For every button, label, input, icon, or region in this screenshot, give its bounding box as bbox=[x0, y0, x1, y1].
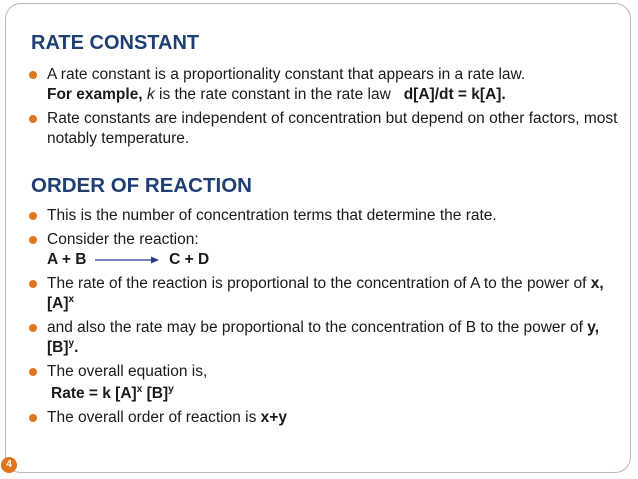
rate-eq-lhs: Rate = k [A] bbox=[51, 385, 137, 402]
reaction-arrow-icon bbox=[95, 254, 159, 266]
rate-eq-exp-y: y bbox=[168, 384, 174, 395]
bullet-icon bbox=[29, 280, 37, 288]
concentration-b-term bbox=[47, 339, 78, 356]
bullet-text: The overall equation is, bbox=[47, 363, 208, 380]
bullet-text: Consider the reaction: bbox=[47, 231, 199, 248]
order-of-reaction-list bbox=[29, 206, 619, 432]
example-label: For example, bbox=[47, 86, 143, 103]
term-b: [B] bbox=[47, 339, 69, 356]
list-item bbox=[29, 274, 619, 314]
exponent-x: x bbox=[68, 294, 75, 305]
bullet-icon bbox=[29, 368, 37, 376]
rate-law: d[A]/dt = k[A]. bbox=[403, 86, 506, 103]
bullet-icon bbox=[29, 115, 37, 123]
products: C + D bbox=[169, 251, 210, 268]
list-item bbox=[29, 362, 619, 404]
rate-eq-b: [B] bbox=[146, 385, 169, 402]
list-item bbox=[29, 230, 619, 270]
overall-order-value: x+y bbox=[260, 409, 287, 426]
k-symbol: k bbox=[146, 86, 155, 103]
page-number-badge: 4 bbox=[1, 457, 17, 473]
bullet-icon bbox=[29, 324, 37, 332]
exponent-y-label: y, bbox=[587, 319, 600, 336]
rate-eq-exp-x: x bbox=[136, 384, 143, 395]
bullet-text: Rate constants are independent of concentration but depend on other factors, most notably temperature. bbox=[47, 110, 618, 147]
sentence-end: . bbox=[74, 339, 79, 356]
bullet-icon bbox=[29, 212, 37, 220]
bullet-text: A rate constant is a proportionality constant that appears in a rate law. bbox=[47, 66, 526, 83]
rate-constant-list bbox=[29, 65, 619, 153]
bullet-icon bbox=[29, 71, 37, 79]
reactants: A + B bbox=[47, 251, 87, 268]
list-item bbox=[29, 408, 619, 428]
list-item bbox=[29, 109, 619, 149]
term-a: [A] bbox=[47, 295, 69, 312]
list-item bbox=[29, 318, 619, 358]
concentration-a-term bbox=[47, 295, 74, 312]
bullet-text: The rate of the reaction is proportional to the concentration of A to the power of bbox=[47, 275, 587, 292]
bullet-icon bbox=[29, 414, 37, 422]
bullet-text: The overall order of reaction is bbox=[47, 409, 257, 426]
bullet-icon bbox=[29, 236, 37, 244]
reaction-equation bbox=[47, 250, 619, 270]
list-item bbox=[29, 206, 619, 226]
bullet-text: and also the rate may be proportional to the concentration of B to the power of bbox=[47, 319, 583, 336]
rate-constant-heading: RATE CONSTANT bbox=[31, 32, 200, 54]
rate-equation bbox=[47, 384, 619, 404]
bullet-text: is the rate constant in the rate law bbox=[159, 86, 391, 103]
order-of-reaction-heading: ORDER OF REACTION bbox=[31, 174, 252, 197]
bullet-text: This is the number of concentration terms that determine the rate. bbox=[47, 207, 497, 224]
list-item bbox=[29, 65, 619, 105]
exponent-x-label: x, bbox=[590, 275, 604, 292]
exponent-y: y bbox=[68, 338, 75, 349]
